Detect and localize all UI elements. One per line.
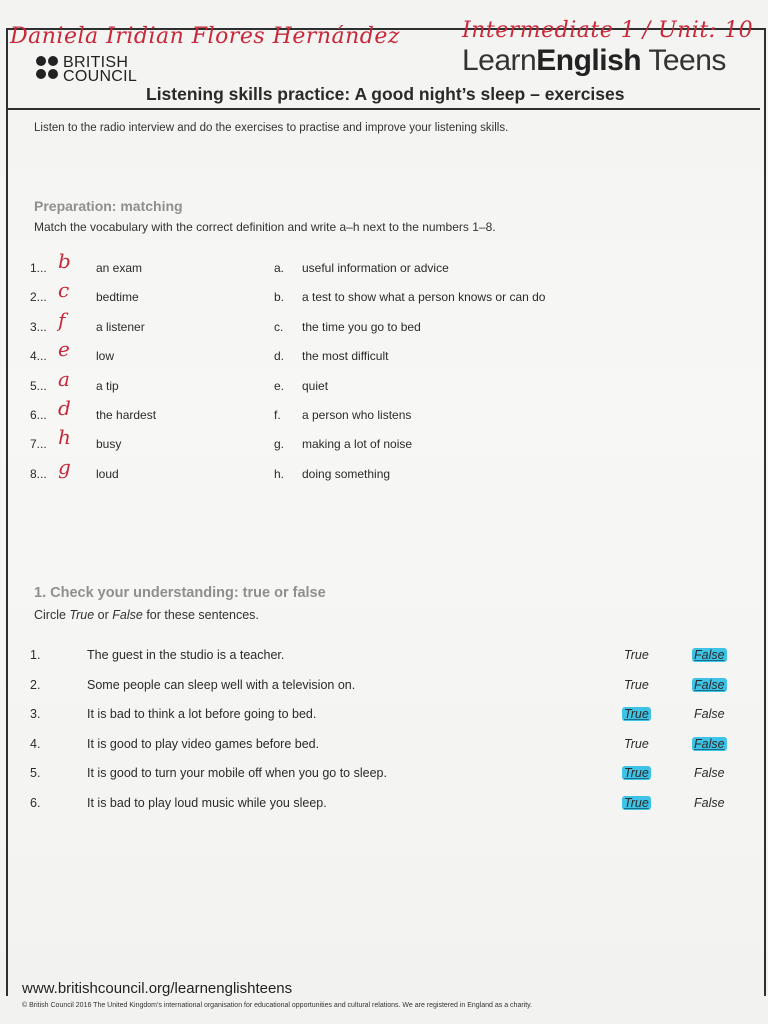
british-council-wordmark: BRITISH COUNCIL [63, 54, 138, 85]
definition-text: doing something [302, 466, 391, 481]
vocab-answer-handwriting[interactable]: c [58, 278, 70, 303]
vocab-answer-handwriting[interactable]: g [58, 454, 71, 479]
definition-text: making a lot of noise [302, 437, 413, 452]
student-name-handwriting: Daniela Iridian Flores Hernández [10, 24, 400, 49]
true-option[interactable]: True [624, 677, 649, 692]
false-option[interactable]: False [694, 796, 725, 810]
true-option[interactable]: True [624, 736, 649, 751]
true-false-row [30, 763, 740, 787]
statement-number: 1. [30, 648, 41, 662]
footer-copyright: © British Council 2016 The United Kingdom’s international organisation for educational opportunities and cultural relations. We are registered in England as a charity. [22, 1002, 533, 1009]
statement-text: It is good to play video games before bed. [87, 736, 320, 751]
vocab-word: busy [96, 437, 122, 452]
vocab-answer-handwriting[interactable]: b [58, 249, 71, 273]
statement-text: Some people can sleep well with a television on. [87, 677, 356, 692]
false-option[interactable]: False [694, 736, 725, 751]
vocab-number: 5... [30, 378, 47, 393]
false-option[interactable]: False [694, 648, 725, 662]
vocab-row [30, 396, 630, 428]
vocab-number: 1... [30, 261, 47, 275]
true-false-row [30, 734, 740, 758]
true-option[interactable]: True [624, 766, 649, 781]
false-option[interactable]: False [694, 707, 725, 722]
definition-letter: a. [274, 261, 285, 275]
vocab-row [30, 337, 630, 369]
preparation-instruction: Match the vocabulary with the correct definition and write a–h next to the numbers 1–8. [34, 220, 496, 234]
vocab-number: 7... [30, 437, 47, 452]
definition-text: a person who listens [302, 408, 412, 422]
definition-text: useful information or advice [302, 261, 449, 275]
vocab-row [30, 366, 630, 399]
true-false-row [30, 645, 740, 669]
definition-letter: e. [274, 378, 285, 393]
statement-text: The guest in the studio is a teacher. [87, 648, 285, 662]
title-divider [8, 108, 760, 110]
vocab-row [30, 278, 630, 310]
vocab-word: an exam [96, 261, 143, 275]
true-option[interactable]: True [624, 648, 649, 662]
intro-text: Listen to the radio interview and do the exercises to practise and improve your listening skills. [34, 122, 509, 134]
vocab-word: bedtime [96, 290, 139, 305]
check-understanding-heading: 1. Check your understanding: true or false [34, 585, 326, 601]
vocab-row [30, 425, 630, 457]
page-title: Listening skills practice: A good night’s sleep – exercises [146, 84, 625, 104]
vocab-word: low [96, 349, 115, 364]
footer-url[interactable]: www.britishcouncil.org/learnenglishteens [22, 980, 293, 997]
check-understanding-instruction: Circle True or False for these sentences. [34, 608, 259, 622]
statement-number: 5. [30, 766, 41, 781]
statement-number: 6. [30, 796, 41, 810]
statement-number: 3. [30, 707, 41, 722]
vocab-word: loud [96, 466, 119, 481]
vocab-answer-handwriting[interactable]: e [58, 337, 70, 362]
vocab-answer-handwriting[interactable]: f [58, 307, 66, 332]
vocab-row [30, 307, 630, 340]
vocab-word: a tip [96, 378, 119, 393]
page-border [6, 28, 766, 996]
preparation-heading: Preparation: matching [34, 198, 183, 214]
vocab-number: 3... [30, 319, 47, 334]
true-option[interactable]: True [624, 796, 649, 810]
definition-text: the most difficult [302, 349, 389, 364]
statement-text: It is bad to play loud music while you sleep. [87, 796, 327, 810]
vocab-answer-handwriting[interactable]: d [58, 396, 71, 420]
british-council-dots-icon [36, 54, 62, 84]
true-false-row [30, 675, 740, 699]
vocab-row [30, 249, 630, 281]
true-false-row [30, 793, 740, 817]
statement-number: 2. [30, 677, 41, 692]
vocab-number: 6... [30, 408, 47, 422]
true-option[interactable]: True [624, 707, 649, 722]
vocab-row [30, 454, 630, 487]
vocab-number: 2... [30, 290, 47, 305]
vocab-answer-handwriting[interactable]: a [58, 366, 70, 391]
vocab-number: 4... [30, 349, 47, 364]
definition-letter: b. [274, 290, 285, 305]
true-false-row [30, 704, 740, 728]
vocab-number: 8... [30, 466, 47, 481]
definition-text: quiet [302, 378, 329, 393]
false-option[interactable]: False [694, 677, 725, 692]
false-option[interactable]: False [694, 766, 725, 781]
definition-letter: f. [274, 408, 281, 422]
learnenglish-teens-logo: LearnEnglish Teens [462, 44, 726, 77]
definition-text: a test to show what a person knows or can do [302, 290, 546, 305]
vocab-word: a listener [96, 319, 145, 334]
definition-letter: d. [274, 349, 285, 364]
vocab-answer-handwriting[interactable]: h [58, 425, 71, 450]
statement-number: 4. [30, 736, 41, 751]
definition-letter: h. [274, 466, 285, 481]
statement-text: It is good to turn your mobile off when you go to sleep. [87, 766, 387, 781]
level-unit-handwriting: Intermediate 1 / Unit: 10 [462, 18, 754, 43]
definition-letter: c. [274, 319, 284, 334]
definition-letter: g. [274, 437, 285, 452]
statement-text: It is bad to think a lot before going to bed. [87, 707, 317, 722]
definition-text: the time you go to bed [302, 319, 421, 334]
vocab-word: the hardest [96, 408, 157, 422]
